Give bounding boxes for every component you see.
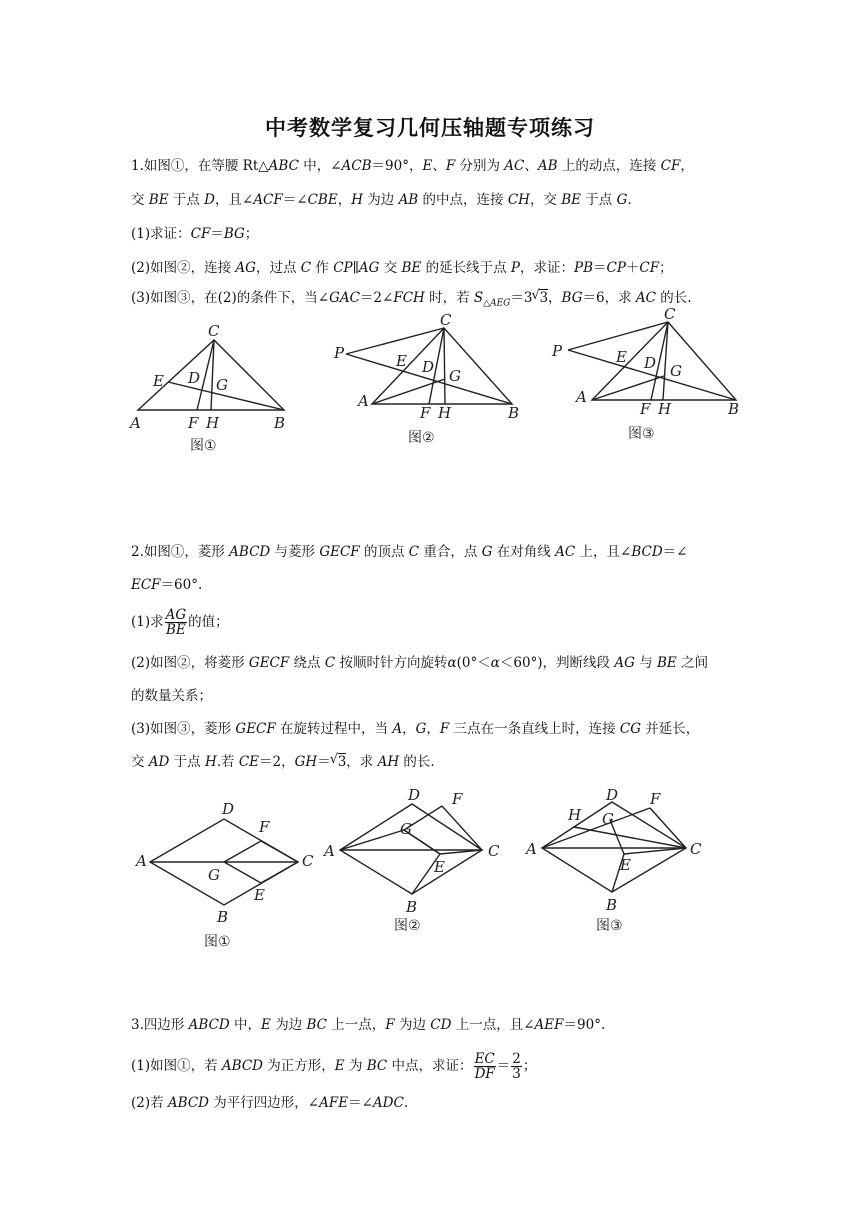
label-g: G [216, 376, 228, 394]
label-d: D [188, 369, 201, 387]
label-p: P [334, 344, 345, 362]
q2-stem-line-1: 2.如图①，菱形 ABCD 与菱形 GECF 的顶点 C 重合，点 G 在对角线 AC 上，且∠BCD＝∠ [131, 544, 688, 560]
segment-cp [346, 328, 444, 354]
label-e: E [620, 856, 631, 874]
q1-stem-line-2: 交 BE 于点 D，且∠ACF＝∠CBE，H 为边 AB 的中点，连接 CH，交 BE 于点 G. [131, 192, 632, 208]
rhombus-abcd [340, 804, 482, 894]
label-g: G [449, 367, 461, 385]
q2-figure-2 [320, 784, 510, 934]
label-b: B [508, 404, 520, 422]
label-f: F [259, 818, 270, 836]
label-f: F [452, 790, 463, 808]
label-e: E [254, 886, 265, 904]
q2-part-2-line-2: 的数量关系； [131, 688, 212, 704]
q1-part-2: (2)如图②，连接 AG，过点 C 作 CP∥AG 交 BE 的延长线于点 P，求证：PB＝CP＋CF； [131, 260, 673, 276]
label-h: H [206, 414, 220, 432]
q1-stem-line-1: 1.如图①，在等腰 Rt△ABC 中，∠ACB＝90°，E、F 分别为 AC、AB 上的动点，连接 CF， [131, 158, 694, 174]
label-e: E [434, 858, 445, 876]
label-g: G [670, 362, 682, 380]
label-g: G [602, 810, 614, 828]
label-c: C [440, 311, 452, 329]
label-h: H [568, 806, 582, 824]
label-f: F [640, 400, 651, 418]
label-e: E [616, 348, 627, 366]
label-b: B [217, 908, 229, 926]
figure-caption: 图③ [628, 426, 655, 442]
q3-stem: 3.四边形 ABCD 中，E 为边 BC 上一点，F 为边 CD 上一点，且∠AEF＝90°. [131, 1017, 606, 1033]
fraction-two-thirds: $\frac{2}{3}$ [512, 1051, 521, 1082]
q1-part-3: (3)如图③，在(2)的条件下，当∠GAC＝2∠FCH 时，若 $S_{\triangle AEG}=3√$ 3，BG＝6，求 AC 的长. [131, 288, 731, 314]
page-title: 中考数学复习几何压轴题专项练习 [265, 116, 595, 140]
label-c: C [690, 840, 702, 858]
label-a: A [136, 852, 147, 870]
label-a: A [324, 842, 335, 860]
fraction-ag-be: $\frac{AG}{BE}$ [165, 607, 187, 638]
label-c: C [664, 305, 676, 323]
label-d: D [222, 800, 235, 818]
q1-part-1: (1)求证：CF＝BG； [131, 226, 259, 242]
rhombus-gecf [404, 806, 482, 854]
segment-ch [444, 328, 445, 404]
label-a: A [130, 414, 141, 432]
label-e: E [153, 372, 164, 390]
segment-agf [542, 808, 650, 848]
label-e: E [396, 352, 407, 370]
figure-caption: 图① [204, 934, 231, 950]
rhombus-abcd [542, 802, 686, 892]
label-g: G [400, 820, 412, 838]
figure-caption: 图③ [596, 918, 623, 934]
label-c: C [302, 852, 314, 870]
figure-caption: 图② [394, 918, 421, 934]
label-d: D [422, 358, 435, 376]
q1-figure-2 [328, 312, 528, 447]
label-h: H [438, 404, 452, 422]
figure-caption: 图② [408, 430, 435, 446]
q2-part-3-line-2: 交 AD 于点 H.若 CE＝2，GH＝√ 3，求 AH 的长. [131, 752, 731, 772]
label-b: B [274, 414, 286, 432]
label-f: F [188, 414, 199, 432]
label-a: A [358, 392, 369, 410]
fraction-ec-df: $\frac{EC}{DF}$ [474, 1051, 495, 1082]
figure-caption: 图① [190, 438, 217, 454]
label-b: B [728, 400, 740, 418]
label-c: C [208, 322, 220, 340]
label-b: B [606, 896, 618, 914]
label-f: F [420, 404, 431, 422]
label-p: P [552, 342, 563, 360]
label-c: C [488, 842, 500, 860]
label-a: A [576, 388, 587, 406]
q2-part-2-line-1: (2)如图②，将菱形 GECF 绕点 C 按顺时针方向旋转α(0°＜α＜60°)，判断线段 AG 与 BE 之间 [131, 655, 709, 671]
label-a: A [526, 840, 537, 858]
q3-part-2: (2)若 ABCD 为平行四边形，∠AFE＝∠ADC. [131, 1095, 409, 1111]
label-f: F [650, 790, 661, 808]
q2-part-3-line-1: (3)如图③，菱形 GECF 在旋转过程中，当 A，G，F 三点在一条直线上时，连接 CG 并延长， [131, 721, 700, 737]
label-b: B [406, 898, 418, 916]
label-d: D [408, 786, 421, 804]
q3-part-1: (1)如图①，若 ABCD 为正方形，E 为 BC 中点，求证： $\frac{EC}{DF}$ ＝ $\frac{2}{3}$ ； [131, 1051, 537, 1082]
q2-figure-3 [522, 784, 712, 934]
q1-figure-3 [548, 306, 748, 441]
q2-stem-line-2: ECF＝60°. [131, 577, 203, 593]
q2-part-1: (1)求 $\frac{AG}{BE}$ 的值； [131, 607, 229, 638]
q2-figure-1 [130, 794, 320, 959]
label-h: H [658, 400, 672, 418]
label-g: G [208, 866, 220, 884]
segment-ag [340, 830, 404, 850]
label-d: D [644, 354, 657, 372]
label-d: D [606, 786, 619, 804]
q1-figure-1 [128, 322, 298, 452]
segment-cp [568, 322, 668, 350]
